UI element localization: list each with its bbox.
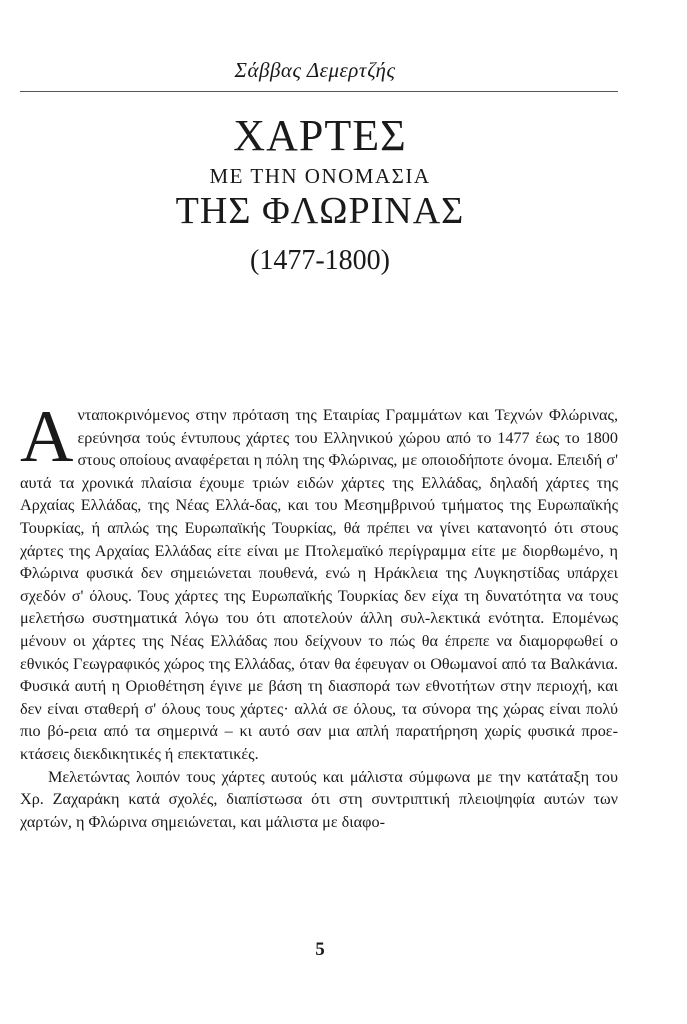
paragraph-1-text: νταποκρινόμενος στην πρόταση της Εταιρίας Γραμμάτων και Τεχνών Φλώρινας, ερεύνησα τούς έντυπους χάρτες του Ελληνικού χώρου από το 1477 έως το 1800 στους οποίους αναφέρεται η πόλη της Φλώρινας, με οποιοδήποτε όνομα. Επειδή σ' αυτά τα χρονικά πλαίσια έχουμε τριών ειδών χάρτες της Ελλάδας, δηλαδή χάρτες της Αρχαίας Ελλάδας, της Νέας Ελλά-δας, και του Μεσημβρινού τμήματος της Ευρωπαϊκής Τουρκίας, ή απλώς της Ευρωπαϊκής Τουρκίας, θά πρέπει να γίνει κατανοητό ότι στους χάρτες της Αρχαίας Ελλάδας είτε είναι με Πτολεμαϊκό περίγραμμα είτε με διορθωμένο, η Φλώρινα φυσικά δεν σημειώνεται πουθενά, ενώ η Ηράκλεια της Λυγκηστίδας υπάρχει σχεδόν σ' όλους. Τους χάρτες της Ευρωπαϊκής Τουρκίας δεν είχα τη δυνατότητα να τους μελετήσω συστηματικά λόγω του ότι αποτελούν άλλη συλ-λεκτικά ενότητα. Επομένως μένουν οι χάρτες της Νέας Ελλάδας που δείχνουν το πώς θα έπρεπε να διαμορφωθεί ο εθνικός Γεωγραφικός χώρος της Ελλάδας, όταν θα έφευγαν οι Οθωμανοί από τα Βαλκάνια. Φυσικά αυτή η Οριοθέτηση έγινε με βάση τη διασπορά των εθνοτήτων στην περιοχή, και δεν είναι σταθερή σ' όλους τους χάρτες· αλλά σε όλους, τα σύνορα της χώρας είναι πολύ πιο βό-ρεια από τα σημερινά – κι αυτό σαν μια απλή παρατήρηση χωρίς φυσικά προε-κτάσεις διεκδικητικές ή επεκτατικές.	[20, 406, 618, 763]
title-line-3: ΤΗΣ ΦΛΩΡΙΝΑΣ	[175, 190, 465, 232]
paragraph-1	[20, 396, 618, 766]
title-line-1: ΧΑΡΤΕΣ	[233, 111, 407, 160]
title-line-2: ΜΕ ΤΗΝ ΟΝΟΜΑΣΙΑ	[209, 164, 431, 188]
title-dates: (1477-1800)	[250, 245, 390, 276]
page-number: 5	[315, 939, 325, 960]
drop-cap: Α	[20, 396, 74, 478]
author-name: Σάββας Δεμερτζής	[234, 58, 396, 82]
body-text	[20, 396, 618, 833]
header-rule	[20, 91, 618, 92]
paragraph-2: Μελετώντας λοιπόν τους χάρτες αυτούς και μάλιστα σύμφωνα με την κατάταξη του Χρ. Ζαχαράκη κατά σχολές, διαπίστωσα ότι στη συντριπτική πλειοψηφία αυτών των χαρτών, η Φλώρινα σημειώνεται, και μάλιστα με διαφο-	[20, 767, 618, 831]
